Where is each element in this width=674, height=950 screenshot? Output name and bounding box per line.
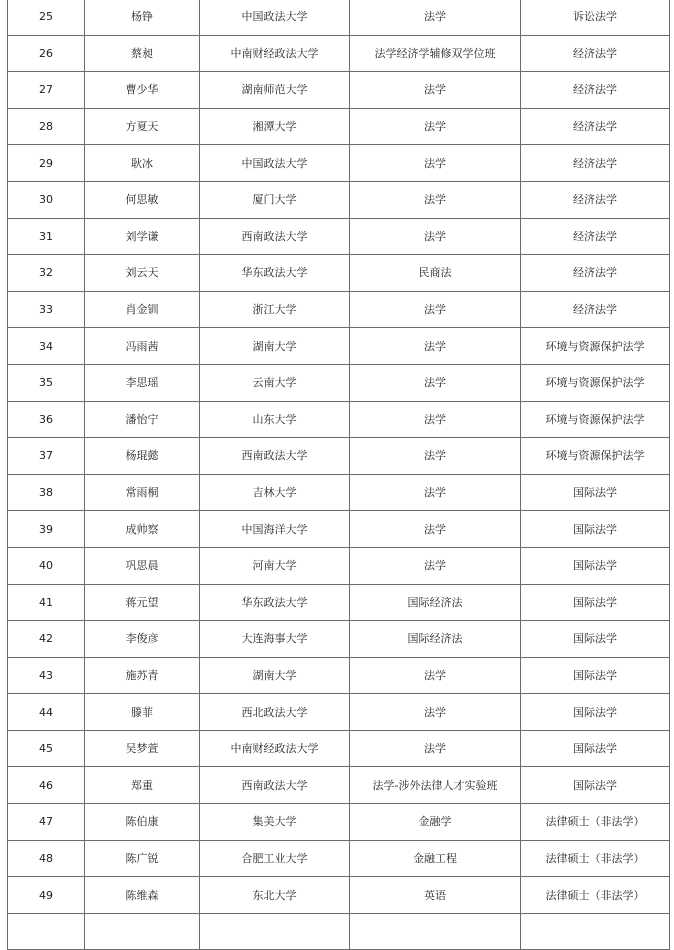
student-name-cell: 杨铮: [85, 0, 200, 35]
row-number-cell: 40: [8, 547, 85, 584]
admission-list-sheet: [7, 0, 669, 950]
table-row: [8, 108, 670, 145]
admitted-program-cell: 国际法学: [521, 767, 670, 804]
table-row: [8, 584, 670, 621]
student-name-cell: 曹少华: [85, 72, 200, 109]
table-row: [8, 401, 670, 438]
table-row: [8, 145, 670, 182]
student-name-cell: 刘学谦: [85, 218, 200, 255]
undergrad-school-cell: 浙江大学: [200, 291, 350, 328]
student-name-cell: 滕菲: [85, 694, 200, 731]
admitted-program-cell: 国际法学: [521, 621, 670, 658]
row-number-cell: 38: [8, 474, 85, 511]
student-name-cell: 肖金钏: [85, 291, 200, 328]
table-row: [8, 877, 670, 914]
admitted-program-cell: 法律硕士（非法学）: [521, 840, 670, 877]
row-number-cell: 32: [8, 255, 85, 292]
undergrad-major-cell: 法学: [350, 218, 521, 255]
student-name-cell: [85, 913, 200, 950]
undergrad-school-cell: 山东大学: [200, 401, 350, 438]
undergrad-major-cell: 法学经济学辅修双学位班: [350, 35, 521, 72]
undergrad-major-cell: 法学: [350, 328, 521, 365]
undergrad-major-cell: 法学: [350, 145, 521, 182]
row-number-cell: 37: [8, 438, 85, 475]
admitted-program-cell: 环境与资源保护法学: [521, 328, 670, 365]
student-name-cell: 潘怡宁: [85, 401, 200, 438]
undergrad-major-cell: 法学: [350, 511, 521, 548]
row-number-cell: 43: [8, 657, 85, 694]
undergrad-major-cell: 法学-涉外法律人才实验班: [350, 767, 521, 804]
undergrad-major-cell: 民商法: [350, 255, 521, 292]
admitted-program-cell: 经济法学: [521, 291, 670, 328]
undergrad-major-cell: 法学: [350, 72, 521, 109]
undergrad-school-cell: 湖南师范大学: [200, 72, 350, 109]
undergrad-major-cell: 国际经济法: [350, 584, 521, 621]
undergrad-school-cell: 西南政法大学: [200, 438, 350, 475]
table-row: [8, 181, 670, 218]
student-name-cell: 吴梦萱: [85, 730, 200, 767]
undergrad-major-cell: 法学: [350, 291, 521, 328]
student-name-cell: 巩思晨: [85, 547, 200, 584]
student-name-cell: 陈广锐: [85, 840, 200, 877]
row-number-cell: 31: [8, 218, 85, 255]
admitted-program-cell: 国际法学: [521, 511, 670, 548]
table-row: [8, 657, 670, 694]
table-row: [8, 730, 670, 767]
row-number-cell: 33: [8, 291, 85, 328]
admitted-program-cell: 环境与资源保护法学: [521, 401, 670, 438]
table-row: [8, 840, 670, 877]
table-row: [8, 291, 670, 328]
table-row: [8, 804, 670, 841]
row-number-cell: 45: [8, 730, 85, 767]
table-row: [8, 621, 670, 658]
row-number-cell: 26: [8, 35, 85, 72]
row-number-cell: 49: [8, 877, 85, 914]
table-row: [8, 474, 670, 511]
undergrad-major-cell: [350, 913, 521, 950]
admitted-program-cell: 国际法学: [521, 474, 670, 511]
undergrad-major-cell: 法学: [350, 657, 521, 694]
undergrad-major-cell: 金融学: [350, 804, 521, 841]
student-name-cell: 何思敏: [85, 181, 200, 218]
undergrad-school-cell: 中南财经政法大学: [200, 730, 350, 767]
student-name-cell: 蒋元望: [85, 584, 200, 621]
undergrad-school-cell: 西南政法大学: [200, 218, 350, 255]
admitted-program-cell: 法律硕士（非法学）: [521, 804, 670, 841]
row-number-cell: 30: [8, 181, 85, 218]
table-row: [8, 767, 670, 804]
undergrad-school-cell: [200, 913, 350, 950]
undergrad-school-cell: 湘潭大学: [200, 108, 350, 145]
student-name-cell: 李俊彦: [85, 621, 200, 658]
undergrad-major-cell: 法学: [350, 694, 521, 731]
undergrad-school-cell: 华东政法大学: [200, 255, 350, 292]
table-row: [8, 255, 670, 292]
student-name-cell: 蔡昶: [85, 35, 200, 72]
admitted-program-cell: 经济法学: [521, 35, 670, 72]
undergrad-school-cell: 云南大学: [200, 364, 350, 401]
admission-list-table: [7, 0, 670, 950]
table-row: [8, 913, 670, 950]
undergrad-major-cell: 法学: [350, 108, 521, 145]
row-number-cell: 47: [8, 804, 85, 841]
undergrad-school-cell: 中国海洋大学: [200, 511, 350, 548]
table-row: [8, 694, 670, 731]
undergrad-school-cell: 湖南大学: [200, 328, 350, 365]
undergrad-school-cell: 华东政法大学: [200, 584, 350, 621]
table-row: [8, 218, 670, 255]
admitted-program-cell: 经济法学: [521, 108, 670, 145]
admitted-program-cell: 国际法学: [521, 657, 670, 694]
undergrad-major-cell: 金融工程: [350, 840, 521, 877]
row-number-cell: 27: [8, 72, 85, 109]
admitted-program-cell: 国际法学: [521, 547, 670, 584]
student-name-cell: 耿冰: [85, 145, 200, 182]
undergrad-school-cell: 大连海事大学: [200, 621, 350, 658]
student-name-cell: 常雨桐: [85, 474, 200, 511]
admitted-program-cell: 经济法学: [521, 218, 670, 255]
admitted-program-cell: 环境与资源保护法学: [521, 364, 670, 401]
undergrad-school-cell: 合肥工业大学: [200, 840, 350, 877]
table-row: [8, 364, 670, 401]
undergrad-major-cell: 法学: [350, 181, 521, 218]
undergrad-major-cell: 法学: [350, 0, 521, 35]
table-row: [8, 328, 670, 365]
row-number-cell: 44: [8, 694, 85, 731]
student-name-cell: 杨琨懿: [85, 438, 200, 475]
undergrad-major-cell: 国际经济法: [350, 621, 521, 658]
admitted-program-cell: 经济法学: [521, 181, 670, 218]
table-row: [8, 547, 670, 584]
student-name-cell: 施苏青: [85, 657, 200, 694]
row-number-cell: 48: [8, 840, 85, 877]
student-name-cell: 陈伯康: [85, 804, 200, 841]
student-name-cell: 方夏天: [85, 108, 200, 145]
row-number-cell: 42: [8, 621, 85, 658]
row-number-cell: 25: [8, 0, 85, 35]
table-row: [8, 72, 670, 109]
undergrad-major-cell: 法学: [350, 401, 521, 438]
row-number-cell: 29: [8, 145, 85, 182]
admitted-program-cell: 环境与资源保护法学: [521, 438, 670, 475]
row-number-cell: 36: [8, 401, 85, 438]
row-number-cell: 41: [8, 584, 85, 621]
undergrad-school-cell: 西南政法大学: [200, 767, 350, 804]
row-number-cell: [8, 913, 85, 950]
row-number-cell: 35: [8, 364, 85, 401]
admitted-program-cell: 法律硕士（非法学）: [521, 877, 670, 914]
row-number-cell: 28: [8, 108, 85, 145]
admitted-program-cell: 经济法学: [521, 255, 670, 292]
admitted-program-cell: 经济法学: [521, 72, 670, 109]
table-body: [8, 0, 670, 950]
admitted-program-cell: 诉讼法学: [521, 0, 670, 35]
table-row: [8, 0, 670, 35]
undergrad-major-cell: 法学: [350, 474, 521, 511]
student-name-cell: 李思瑶: [85, 364, 200, 401]
undergrad-school-cell: 东北大学: [200, 877, 350, 914]
admitted-program-cell: 国际法学: [521, 694, 670, 731]
admitted-program-cell: 国际法学: [521, 584, 670, 621]
undergrad-school-cell: 湖南大学: [200, 657, 350, 694]
undergrad-school-cell: 中国政法大学: [200, 0, 350, 35]
undergrad-major-cell: 英语: [350, 877, 521, 914]
undergrad-major-cell: 法学: [350, 438, 521, 475]
student-name-cell: 郑重: [85, 767, 200, 804]
admitted-program-cell: [521, 913, 670, 950]
student-name-cell: 陈维森: [85, 877, 200, 914]
undergrad-school-cell: 西北政法大学: [200, 694, 350, 731]
student-name-cell: 冯雨茜: [85, 328, 200, 365]
admitted-program-cell: 国际法学: [521, 730, 670, 767]
undergrad-major-cell: 法学: [350, 730, 521, 767]
undergrad-school-cell: 吉林大学: [200, 474, 350, 511]
admitted-program-cell: 经济法学: [521, 145, 670, 182]
undergrad-school-cell: 厦门大学: [200, 181, 350, 218]
table-row: [8, 438, 670, 475]
undergrad-major-cell: 法学: [350, 364, 521, 401]
row-number-cell: 39: [8, 511, 85, 548]
undergrad-school-cell: 中南财经政法大学: [200, 35, 350, 72]
student-name-cell: 成帅察: [85, 511, 200, 548]
student-name-cell: 刘云天: [85, 255, 200, 292]
undergrad-school-cell: 集美大学: [200, 804, 350, 841]
undergrad-major-cell: 法学: [350, 547, 521, 584]
undergrad-school-cell: 中国政法大学: [200, 145, 350, 182]
row-number-cell: 34: [8, 328, 85, 365]
row-number-cell: 46: [8, 767, 85, 804]
table-row: [8, 35, 670, 72]
table-row: [8, 511, 670, 548]
undergrad-school-cell: 河南大学: [200, 547, 350, 584]
